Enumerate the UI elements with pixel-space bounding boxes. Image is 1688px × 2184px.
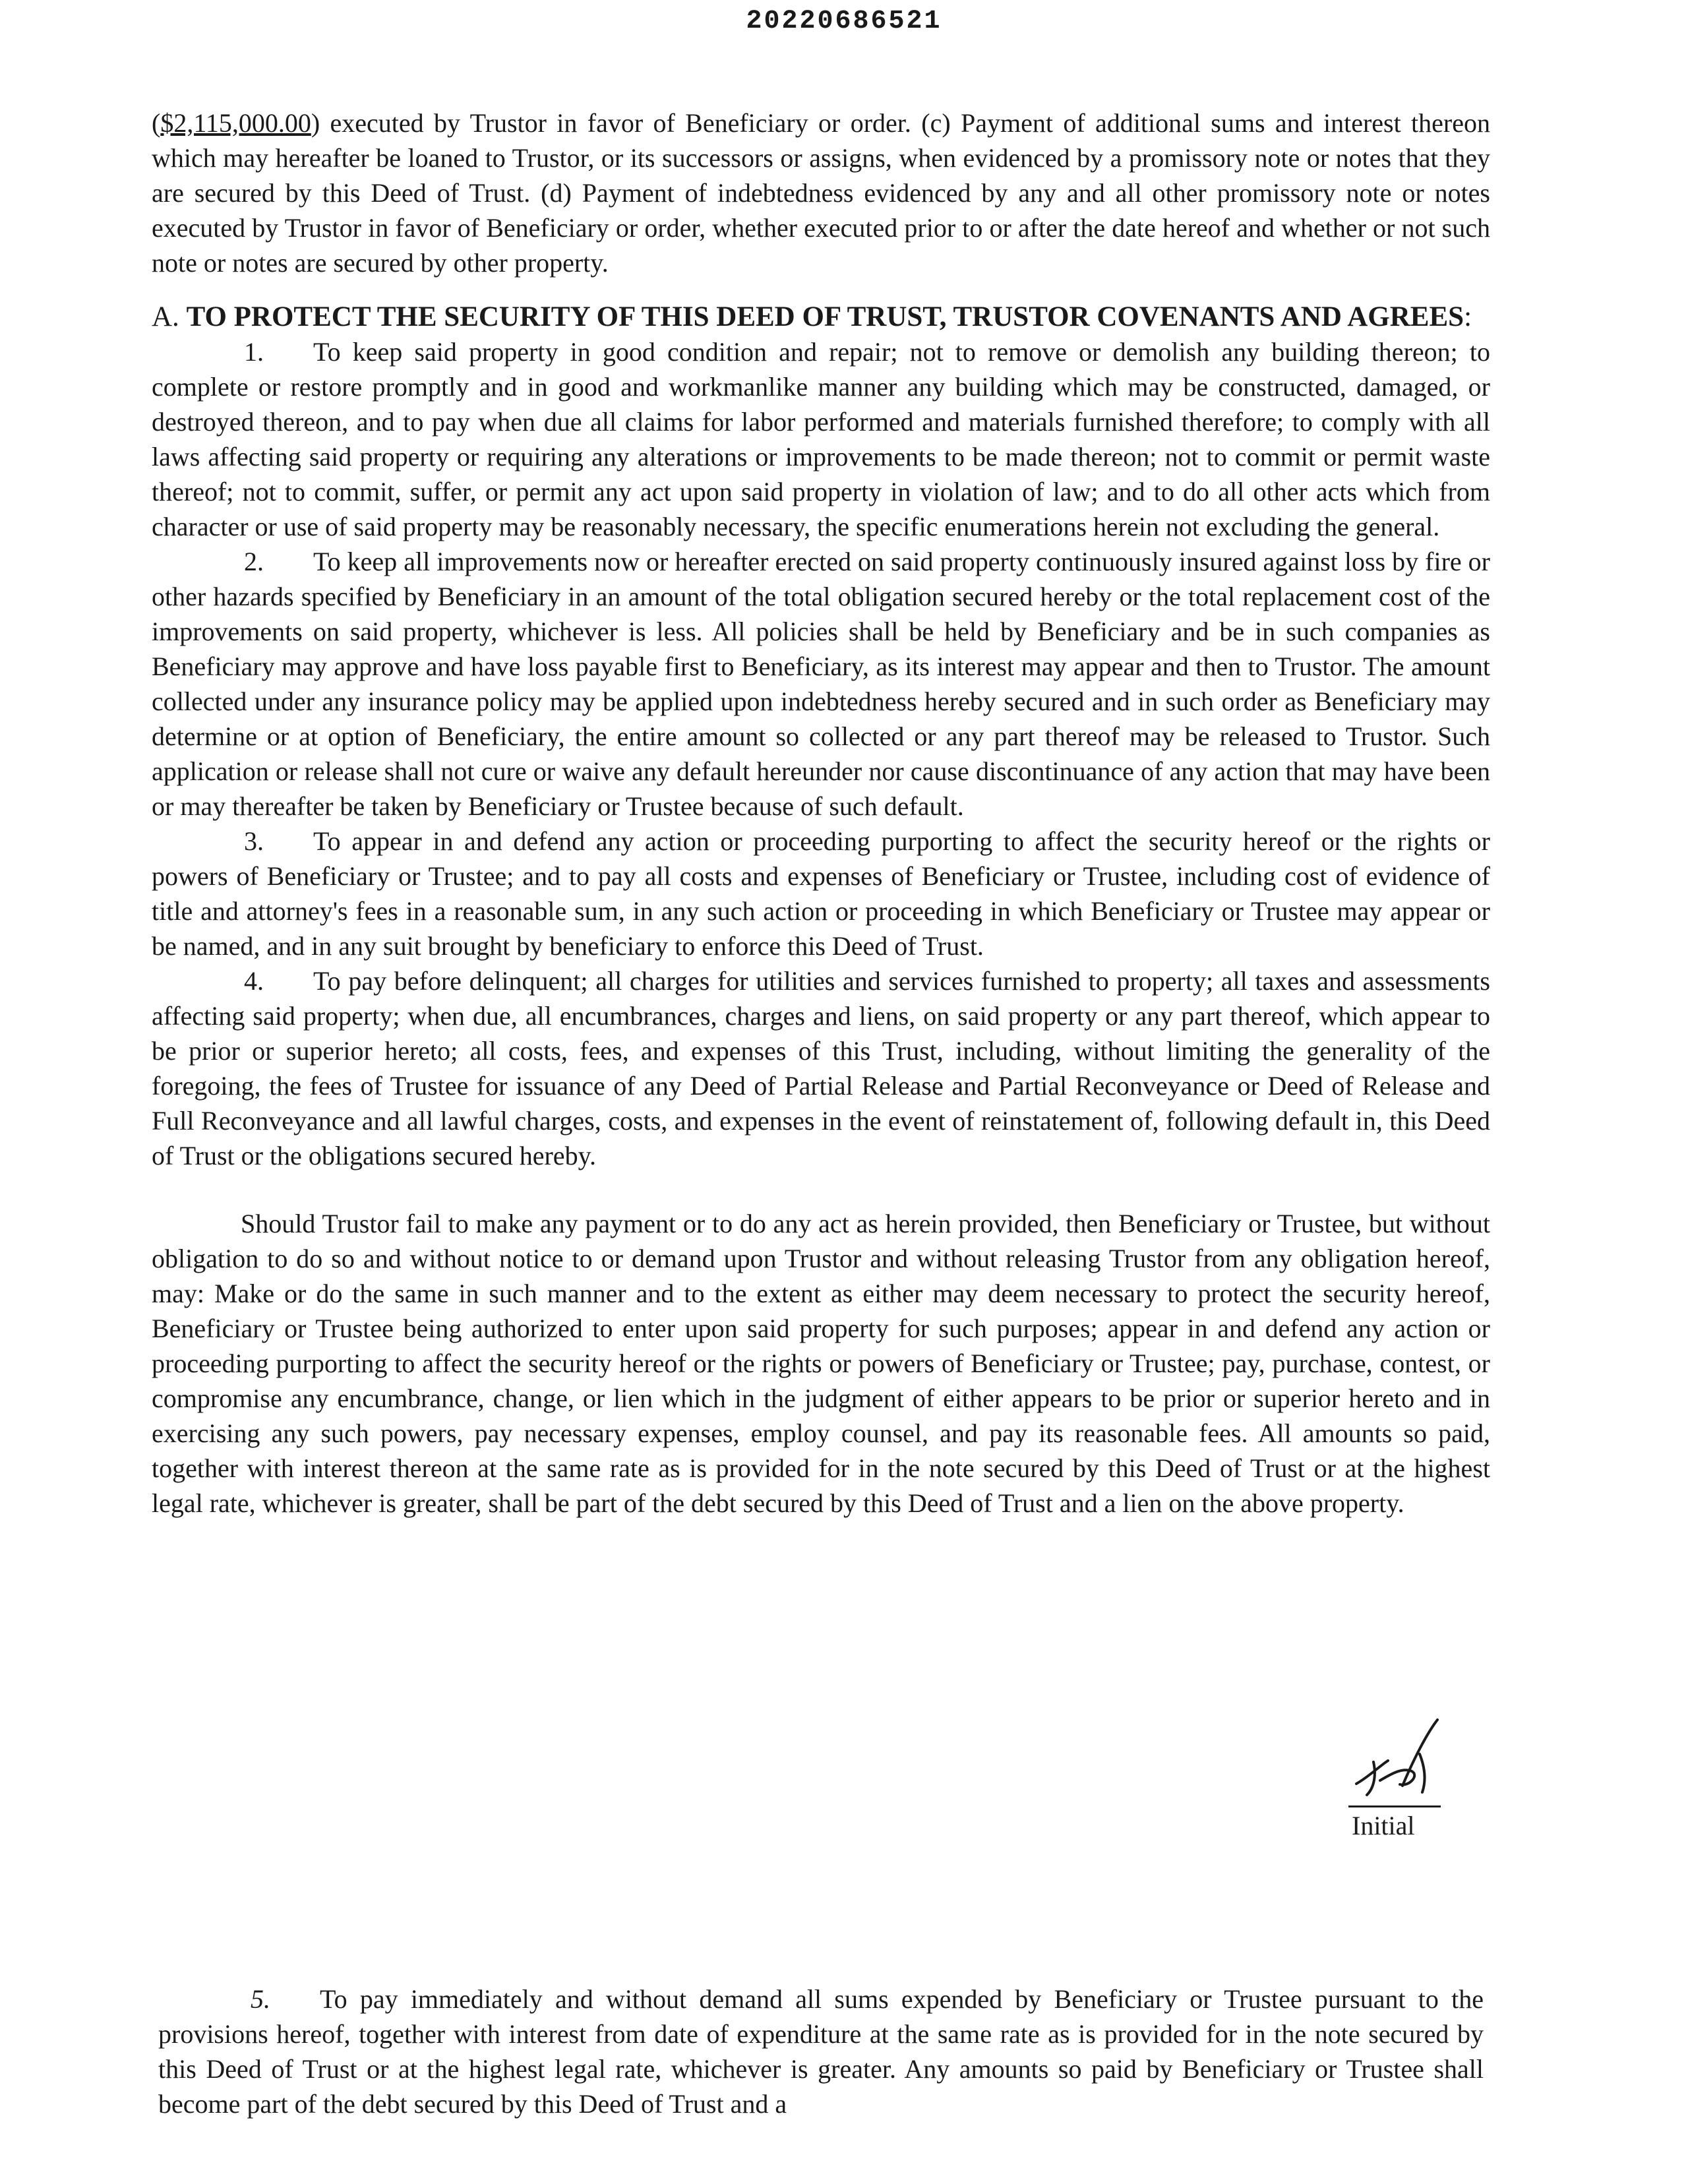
item-number: 5. xyxy=(251,1984,270,2014)
initial-label: Initial xyxy=(1352,1811,1415,1840)
initial-line xyxy=(1348,1805,1441,1807)
item-number: 1. xyxy=(244,337,264,367)
intro-paragraph xyxy=(152,106,1490,280)
covenant-item-2 xyxy=(152,544,1490,824)
loan-amount: $2,115,000.00 xyxy=(160,108,311,138)
item-number: 3. xyxy=(244,826,264,856)
intro-text: ) executed by Trustor in favor of Beneficiary or order. (c) Payment of additional sums and interest thereon which may hereafter be loaned to Trustor, or its successors or assigns, when evidenced by a promissory note or notes that they are secured by this Deed of Trust. (d) Payment of indebtedness evidenced by any and all other promissory note or notes executed by Trustor in favor of Beneficiary or order, whether executed prior to or after the date hereof and whether or not such note or notes are secured by other property. xyxy=(152,108,1490,278)
item-text: To pay immediately and without demand all sums expended by Beneficiary or Trustee pursuant to the provisions hereof, together with interest from date of expenditure at the same rate as is provided for in the note secured by this Deed of Trust or at the highest legal rate, whichever is greater. Any amounts so paid by Beneficiary or Trustee shall become part of the debt secured by this Deed of Trust and a xyxy=(158,1984,1484,2119)
section-title: TO PROTECT THE SECURITY OF THIS DEED OF TRUST, TRUSTOR COVENANTS AND AGREES xyxy=(186,301,1464,332)
covenant-item-3 xyxy=(152,824,1490,963)
covenant-item-4 xyxy=(152,963,1490,1173)
item-text: To pay before delinquent; all charges for utilities and services furnished to property; all taxes and assessments affecting said property; when due, all encumbrances, charges and liens, on said property or any part thereof, which appear to be prior or superior hereto; all costs, fees, and expenses of this Trust, including, without limiting the generality of the foregoing, the fees of Trustee for issuance of any Deed of Partial Release and Partial Reconveyance or Deed of Release and Full Reconveyance and all lawful charges, costs, and expenses in the event of reinstatement of, following default in, this Deed of Trust or the obligations secured hereby. xyxy=(152,966,1490,1170)
item-number: 4. xyxy=(244,966,264,996)
document-number: 20220686521 xyxy=(746,7,942,36)
initial-signature xyxy=(1342,1714,1447,1807)
section-letter: A. xyxy=(152,301,179,332)
item-text: To keep all improvements now or hereafter erected on said property continuously insured against loss by fire or other hazards specified by Beneficiary in an amount of the total obligation secured hereby or the total replacement cost of the improvements on said property, whichever is less. All policies shall be held by Beneficiary and be in such companies as Beneficiary may approve and have loss payable first to Beneficiary, as its interest may appear and then to Trustor. The amount collected under any insurance policy may be applied upon indebtedness hereby secured and in such order as Beneficiary may determine or at option of Beneficiary, the entire amount so collected or any part thereof may be released to Trustor. Such application or release shall not cure or waive any default hereunder nor cause discontinuance of any action that may have been or may thereafter be taken by Beneficiary or Trustee because of such default. xyxy=(152,547,1490,821)
document-body xyxy=(152,106,1490,1521)
item-text: To keep said property in good condition and repair; not to remove or demolish any building thereon; to complete or restore promptly and in good and workmanlike manner any building which may be constructed, damaged, or destroyed thereon, and to pay when due all claims for labor performed and materials furnished therefore; to comply with all laws affecting said property or requiring any alterations or improvements to be made thereon; not to commit or permit waste thereof; not to commit, suffer, or permit any act upon said property in violation of law; and to do all other acts which from character or use of said property may be reasonably necessary, the specific enumerations herein not excluding the general. xyxy=(152,337,1490,541)
section-heading xyxy=(152,300,1490,334)
failure-paragraph: Should Trustor fail to make any payment or to do any act as herein provided, then Beneficiary or Trustee, but without obligation to do so and without notice to or demand upon Trustor and without releasing Trustor from any obligation hereof, may: Make or do the same in such manner and to the extent as either may deem necessary to protect the security hereof, Beneficiary or Trustee being authorized to enter upon said property for such purposes; appear in and defend any action or proceeding purporting to affect the security hereof or the rights or powers of Beneficiary or Trustee; pay, purchase, contest, or compromise any encumbrance, change, or lien which in the judgment of either appears to be prior or superior hereto and in exercising any such powers, pay necessary expenses, employ counsel, and pay its reasonable fees. All amounts so paid, together with interest thereon at the same rate as is provided for in the note secured by this Deed of Trust or at the highest legal rate, whichever is greater, shall be part of the debt secured by this Deed of Trust and a lien on the above property. xyxy=(152,1209,1490,1518)
section-colon: : xyxy=(1464,301,1472,332)
item-number: 2. xyxy=(244,547,264,576)
item-text: To appear in and defend any action or proceeding purporting to affect the security hereof or the rights or powers of Beneficiary or Trustee; and to pay all costs and expenses of Beneficiary or Trustee, including cost of evidence of title and attorney's fees in a reasonable sum, in any such action or proceeding in which Beneficiary or Trustee may appear or be named, and in any suit brought by beneficiary to enforce this Deed of Trust. xyxy=(152,826,1490,961)
initial-block xyxy=(1339,1714,1451,1853)
covenant-item-1 xyxy=(152,334,1490,544)
covenant-item-5 xyxy=(158,1982,1484,2121)
amount-open: ( xyxy=(152,108,161,138)
